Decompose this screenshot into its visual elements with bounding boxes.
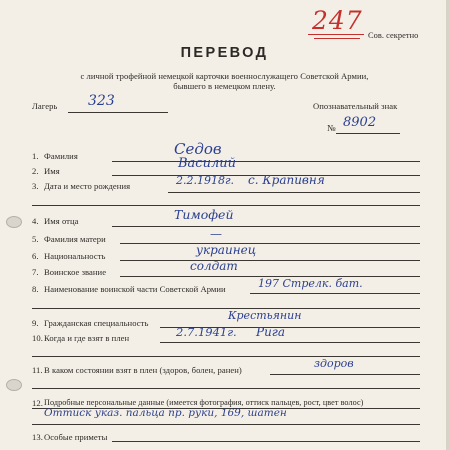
field-2-label: Имя <box>44 166 60 176</box>
field-1-value: Седов <box>174 140 222 158</box>
field-4-label: Имя отца <box>44 216 79 226</box>
field-11-number: 11. <box>32 365 43 375</box>
field-13-label: Особые приметы <box>44 432 108 442</box>
field-1-label: Фамилия <box>44 151 78 161</box>
field-11-underline <box>270 374 420 375</box>
field-5-number: 5. <box>32 234 39 244</box>
field-6-underline <box>120 260 420 261</box>
field-13-underline <box>112 441 420 442</box>
field-1-underline <box>112 161 420 162</box>
field-3-number: 3. <box>32 181 39 191</box>
field-5-value: — <box>210 227 222 241</box>
field-12-number: 12. <box>32 398 43 408</box>
field-6-number: 6. <box>32 251 39 261</box>
field-6-value: украинец <box>196 243 257 257</box>
case-number-underline-2 <box>314 38 360 39</box>
field-10-value-place: Рига <box>256 325 286 339</box>
document-title: ПЕРЕВОД <box>180 45 269 61</box>
camp-underline <box>68 112 168 113</box>
field-9-value: Крестьянин <box>228 309 302 322</box>
case-number-underline <box>308 34 364 35</box>
field-7-value: солдат <box>190 259 238 273</box>
field-9-number: 9. <box>32 318 39 328</box>
field-8-value: 197 Стрелк. бат. <box>258 277 363 290</box>
field-5-underline <box>120 243 420 244</box>
field-8-underline <box>250 293 420 294</box>
punch-hole-bottom <box>6 379 22 391</box>
field-2-number: 2. <box>32 166 39 176</box>
field-12-underline-2 <box>32 424 420 425</box>
id-mark-label: Опознавательный знак <box>313 101 398 111</box>
field-10-number: 10. <box>32 333 43 343</box>
field-12-value: Оттиск указ. пальца пр. руки, 169, шатен <box>44 407 287 419</box>
id-mark-prefix: № <box>327 123 336 133</box>
field-4-number: 4. <box>32 216 39 226</box>
field-9-label: Гражданская специальность <box>44 318 149 328</box>
field-2-value: Василий <box>178 156 236 171</box>
field-3-underline <box>168 192 420 193</box>
field-8-underline-2 <box>32 308 420 309</box>
field-3-value-place: с. Крапивня <box>248 173 325 187</box>
field-1-number: 1. <box>32 151 39 161</box>
camp-value: 323 <box>88 93 115 109</box>
field-10-underline <box>160 342 420 343</box>
field-3-underline-2 <box>32 205 420 206</box>
classification-stamp: Сов. секретно <box>368 31 419 40</box>
field-7-number: 7. <box>32 267 39 277</box>
field-7-label: Воинское звание <box>44 267 107 277</box>
field-5-label: Фамилия матери <box>44 234 106 244</box>
field-12-label: Подробные персональные данные (имеется фотография, оттиск пальцев, рост, цвет волос) <box>44 398 364 407</box>
case-number-handwritten: 247 <box>312 6 363 35</box>
field-8-number: 8. <box>32 284 39 294</box>
field-10-value-date: 2.7.1941г. <box>176 325 237 339</box>
field-10-underline-2 <box>32 356 420 357</box>
field-4-underline <box>112 226 420 227</box>
field-13-number: 13. <box>32 432 43 442</box>
field-4-value: Тимофей <box>174 207 234 222</box>
id-mark-value: 8902 <box>343 115 377 130</box>
field-11-label: В каком состоянии взят в плен (здоров, болен, ранен) <box>44 365 242 375</box>
id-mark-underline <box>336 133 400 134</box>
camp-label: Лагерь <box>32 101 58 111</box>
field-11-value: здоров <box>314 357 354 370</box>
document-subtitle-line-1: с личной трофейной немецкой карточки военнослужащего Советской Армии, <box>80 71 369 81</box>
field-11-underline-2 <box>32 388 420 389</box>
field-10-label: Когда и где взят в плен <box>44 333 130 343</box>
field-6-label: Национальность <box>44 251 106 261</box>
field-3-label: Дата и место рождения <box>44 181 131 191</box>
punch-hole-top <box>6 216 22 228</box>
field-8-label: Наименование воинской части Советской Армии <box>44 284 226 294</box>
document-subtitle-line-2: бывшего в немецком плену. <box>173 81 276 91</box>
field-3-value-date: 2.2.1918г. <box>176 174 235 187</box>
